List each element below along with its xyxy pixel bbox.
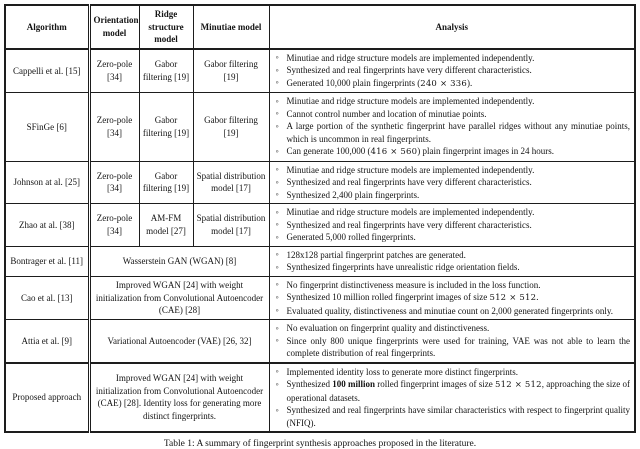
analysis-cell <box>269 276 635 320</box>
algorithm-cell: Attia et al. [9] <box>5 320 89 363</box>
column-header-orientation-model: Orientation model <box>89 5 139 49</box>
analysis-cell <box>269 204 635 247</box>
orientation-model-cell: Zero-pole [34] <box>89 93 139 162</box>
generative-model-cell: Wasserstein GAN (WGAN) [8] <box>89 246 269 276</box>
analysis-item: ◦ Synthesized and real fingerprints have very different characteristics. <box>275 64 532 75</box>
analysis-list <box>274 366 631 430</box>
table-row <box>5 276 635 320</box>
analysis-item: ◦ Minutiae and ridge structure models are implemented independently. <box>275 52 535 63</box>
ridge-structure-model-cell: AM-FM model [27] <box>139 204 193 247</box>
table-row <box>5 246 635 276</box>
algorithm-cell: Bontrager et al. [11] <box>5 246 89 276</box>
circle-bullet-icon: ◦ <box>275 189 279 199</box>
circle-bullet-icon: ◦ <box>275 77 279 87</box>
circle-bullet-icon: ◦ <box>275 176 279 187</box>
analysis-item: ◦ Implemented identity loss to generate more distinct fingerprints. <box>275 366 518 377</box>
algorithm-cell: Proposed approach <box>5 363 89 433</box>
circle-bullet-icon: ◦ <box>275 366 279 376</box>
analysis-item: ◦ Synthesized 10 million rolled fingerprint images of size 512 × 512. <box>275 291 539 303</box>
analysis-item: ◦ Generated 5,000 rolled fingerprints. <box>275 231 416 242</box>
analysis-list <box>274 52 631 91</box>
circle-bullet-icon: ◦ <box>275 206 279 217</box>
algorithm-cell: Johnson at al. [25] <box>5 161 89 204</box>
analysis-item: ◦ No fingerprint distinctiveness measure is included in the loss function. <box>275 279 541 290</box>
analysis-item: ◦ Since only 800 unique fingerprints were used for training, VAE was not able to learn the complete distribution of real fingerprints. <box>275 335 630 358</box>
algorithm-cell: Zhao at al. [38] <box>5 204 89 247</box>
column-header-minutiae-model: Minutiae model <box>193 5 269 49</box>
analysis-list <box>274 206 631 244</box>
ridge-structure-model-cell: Gabor filtering [19] <box>139 161 193 204</box>
circle-bullet-icon: ◦ <box>275 322 279 333</box>
analysis-item: ◦ Minutiae and ridge structure models are implemented independently. <box>275 206 535 217</box>
comparison-table <box>4 4 636 433</box>
circle-bullet-icon: ◦ <box>275 249 279 259</box>
analysis-list <box>274 249 631 274</box>
math-dimensions: 512 × 512 <box>489 293 537 303</box>
column-header-ridge-structure-model: Ridge structure model <box>139 5 193 49</box>
column-header-analysis: Analysis <box>269 5 635 49</box>
analysis-item: ◦ Synthesized and real fingerprints have similar characteristics with respect to fingerprint quality (NFIQ). <box>275 404 630 428</box>
circle-bullet-icon: ◦ <box>275 279 279 289</box>
generative-model-cell: Improved WGAN [24] with weight initialization from Convolutional Autoencoder (CAE) [28] <box>89 276 269 320</box>
analysis-item: ◦ Minutiae and ridge structure models are implemented independently. <box>275 95 535 106</box>
analysis-item: ◦ Cannot control number and location of minutiae points. <box>275 108 487 119</box>
header-row <box>5 5 635 49</box>
analysis-cell <box>269 161 635 204</box>
analysis-item: ◦ Generated 10,000 plain fingerprints (240 × 336). <box>275 77 473 89</box>
analysis-cell <box>269 320 635 363</box>
circle-bullet-icon: ◦ <box>275 52 279 62</box>
circle-bullet-icon: ◦ <box>275 108 279 118</box>
minutiae-model-cell: Spatial distribution model [17] <box>193 204 269 247</box>
circle-bullet-icon: ◦ <box>275 95 279 106</box>
generative-model-cell: Variational Autoencoder (VAE) [26, 32] <box>89 320 269 363</box>
orientation-model-cell: Zero-pole [34] <box>89 49 139 93</box>
minutiae-model-cell: Gabor filtering [19] <box>193 93 269 162</box>
analysis-item: ◦ Evaluated quality, distinctiveness and minutiae count on 2,000 generated fingerprints only. <box>275 305 614 316</box>
analysis-item: ◦ Can generate 100,000 (416 × 560) plain fingerprint images in 24 hours. <box>275 145 554 157</box>
analysis-list <box>274 322 631 360</box>
analysis-list <box>274 95 631 159</box>
math-dimensions: 512 × 512 <box>494 380 542 390</box>
analysis-item: ◦ Synthesized 2,400 plain fingerprints. <box>275 189 420 200</box>
minutiae-model-cell: Spatial distribution model [17] <box>193 161 269 204</box>
circle-bullet-icon: ◦ <box>275 378 279 389</box>
minutiae-model-cell: Gabor filtering [19] <box>193 49 269 93</box>
analysis-list <box>274 279 631 318</box>
analysis-item: ◦ Minutiae and ridge structure models are implemented independently. <box>275 164 535 175</box>
analysis-item: ◦ Synthesized and real fingerprints have very different characteristics. <box>275 176 532 187</box>
circle-bullet-icon: ◦ <box>275 261 279 272</box>
algorithm-cell: SFinGe [6] <box>5 93 89 162</box>
analysis-item: ◦ Synthesized fingerprints have unrealistic ridge orientation fields. <box>275 261 520 272</box>
table-row <box>5 320 635 363</box>
analysis-cell <box>269 49 635 93</box>
math-dimensions: 416 × 560 <box>370 147 418 157</box>
table-row-proposed-approach <box>5 363 635 433</box>
table-row <box>5 161 635 204</box>
circle-bullet-icon: ◦ <box>275 145 279 156</box>
circle-bullet-icon: ◦ <box>275 291 279 302</box>
table-row <box>5 49 635 93</box>
analysis-cell <box>269 93 635 162</box>
table-caption: Table 1: A summary of fingerprint synthesis approaches proposed in the literature. <box>163 439 477 449</box>
analysis-item: ◦ Synthesized and real fingerprints have very different characteristics. <box>275 219 532 230</box>
table-body <box>5 49 635 433</box>
algorithm-cell: Cao et al. [13] <box>5 276 89 320</box>
column-header-algorithm: Algorithm <box>5 5 89 49</box>
table-row <box>5 93 635 162</box>
orientation-model-cell: Zero-pole [34] <box>89 161 139 204</box>
analysis-item: ◦ A large portion of the synthetic fingerprint have parallel ridges without any minutiae points, which is uncommon in real fingerprints. <box>275 120 630 144</box>
circle-bullet-icon: ◦ <box>275 164 279 174</box>
analysis-item: ◦ No evaluation on fingerprint quality and distinctiveness. <box>275 322 490 333</box>
circle-bullet-icon: ◦ <box>275 305 279 315</box>
algorithm-cell: Cappelli et al. [15] <box>5 49 89 93</box>
math-dimensions: 240 × 336 <box>420 78 467 89</box>
analysis-item: ◦ 128x128 partial fingerprint patches are generated. <box>275 249 466 260</box>
circle-bullet-icon: ◦ <box>275 335 279 345</box>
analysis-cell <box>269 363 635 433</box>
analysis-item: ◦ Synthesized 100 million rolled fingerprint images of size 512 × 512, approaching the size of operational datasets. <box>275 378 630 403</box>
analysis-list <box>274 164 631 202</box>
generative-model-cell: Improved WGAN [24] with weight initialization from Convolutional Autoencoder (CAE) [28]. Identity loss for generating more distinct fingerprints. <box>89 363 269 433</box>
circle-bullet-icon: ◦ <box>275 404 279 415</box>
analysis-cell <box>269 246 635 276</box>
ridge-structure-model-cell: Gabor filtering [19] <box>139 93 193 162</box>
orientation-model-cell: Zero-pole [34] <box>89 204 139 247</box>
ridge-structure-model-cell: Gabor filtering [19] <box>139 49 193 93</box>
circle-bullet-icon: ◦ <box>275 120 279 131</box>
circle-bullet-icon: ◦ <box>275 64 279 75</box>
circle-bullet-icon: ◦ <box>275 231 279 242</box>
circle-bullet-icon: ◦ <box>275 219 279 229</box>
table-row <box>5 204 635 247</box>
